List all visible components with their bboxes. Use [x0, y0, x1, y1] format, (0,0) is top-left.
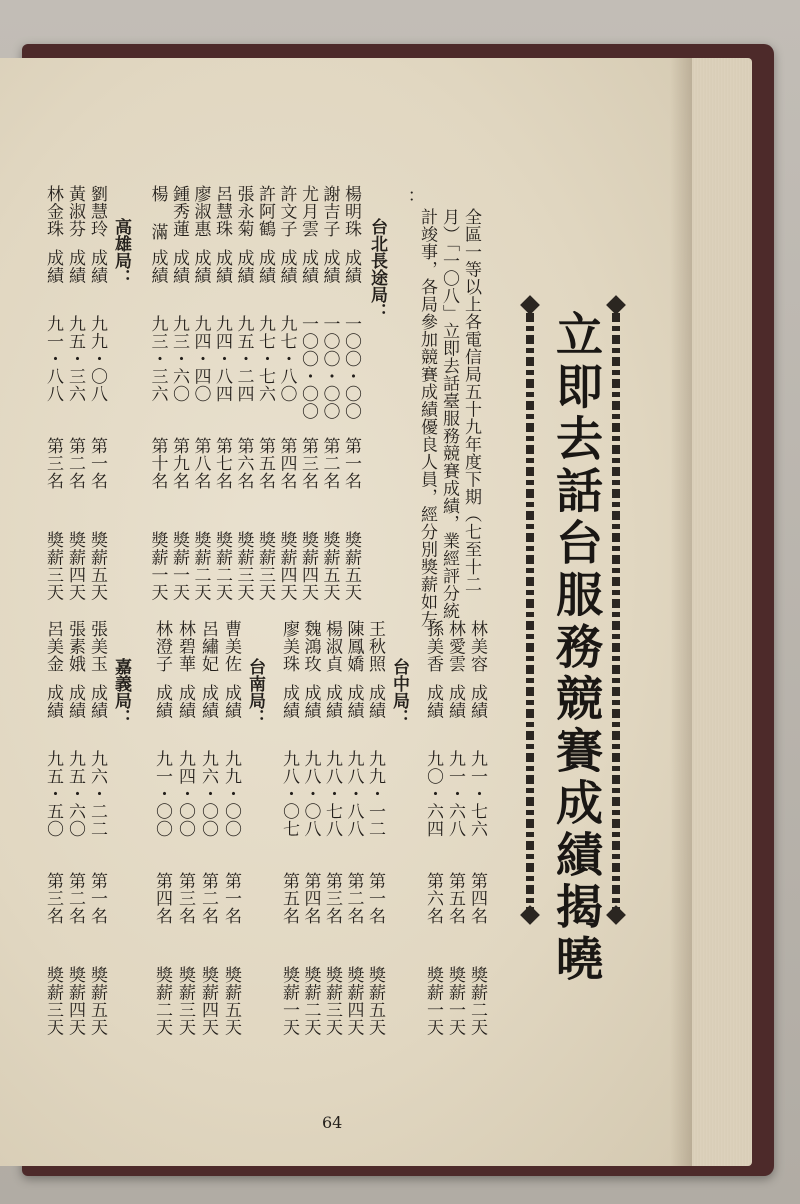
region-heading: 台南局：	[245, 658, 265, 726]
entry-award: 獎薪一天	[147, 531, 168, 601]
gutter-shadow	[670, 58, 692, 1166]
entry-label: 成績	[212, 249, 232, 284]
entry-person: 鍾秀蓮	[169, 185, 189, 238]
entry-score: 九五・五〇	[43, 750, 63, 838]
entry-score: 九八・八八	[343, 750, 364, 838]
entry-person: 尤月雲	[298, 185, 318, 238]
entry-person: 呂美金	[43, 620, 63, 673]
entry-score: 九一・〇〇	[152, 750, 172, 838]
entry-award: 獎薪四天	[65, 531, 85, 601]
entry-rank: 第六名	[423, 872, 443, 925]
entry-rank: 第三名	[43, 437, 63, 490]
entry-label: 成績	[87, 249, 107, 284]
entry-person: 林美容	[467, 620, 487, 673]
entry-label: 成績	[319, 249, 340, 284]
region-heading: 高雄局：	[111, 218, 131, 286]
entry-person: 呂繡妃	[198, 620, 218, 673]
entry-award: 獎薪五天	[87, 966, 107, 1036]
entry-label: 成績	[233, 249, 254, 284]
entry-label: 成績	[255, 249, 275, 284]
intro-line: 全區一等以上各電信局五十九年度下期（七至十二	[461, 208, 481, 593]
page-number: 64	[322, 1113, 343, 1132]
entry-rank: 第一名	[221, 872, 241, 925]
entry-score: 九一・六八	[445, 750, 465, 838]
entry-label: 成績	[65, 249, 85, 284]
entry-person: 劉慧玲	[87, 185, 107, 238]
entry-person: 陳鳳嬌	[343, 620, 364, 673]
entry-rank: 第三名	[43, 872, 63, 925]
entry-score: 九八・〇八	[300, 750, 321, 838]
region-heading: 台北長途局：	[367, 218, 387, 320]
title-border-left	[526, 304, 534, 916]
entry-award: 獎薪四天	[298, 531, 318, 601]
entry-label: 成績	[365, 684, 385, 719]
entry-label: 成績	[298, 249, 318, 284]
entry-label: 成績	[300, 684, 321, 719]
entry-label: 成績	[190, 249, 211, 284]
entry-label: 成績	[65, 684, 85, 719]
entry-person: 廖美珠	[279, 620, 299, 673]
entry-person: 張永菊	[233, 185, 254, 238]
entry-award: 獎薪三天	[322, 966, 342, 1036]
intro-line: ：	[395, 190, 415, 208]
entry-rank: 第二名	[198, 872, 218, 925]
entry-rank: 第三名	[298, 437, 318, 490]
entry-award: 獎薪五天	[341, 531, 361, 601]
entry-rank: 第五名	[279, 872, 299, 925]
entry-label: 成績	[445, 684, 465, 719]
entry-label: 成績	[43, 684, 63, 719]
entry-award: 獎薪一天	[423, 966, 443, 1036]
entry-person: 許阿鶴	[255, 185, 275, 238]
entry-rank: 第二名	[343, 872, 364, 925]
entry-award: 獎薪一天	[169, 531, 189, 601]
entry-score: 九七・八〇	[276, 315, 297, 403]
entry-rank: 第四名	[276, 437, 297, 490]
entry-person: 楊淑貞	[322, 620, 342, 673]
entry-rank: 第四名	[467, 872, 487, 925]
entry-label: 成績	[175, 684, 195, 719]
book-page	[0, 58, 692, 1166]
entry-award: 獎薪三天	[255, 531, 275, 601]
entry-rank: 第八名	[190, 437, 211, 490]
entry-label: 成績	[423, 684, 443, 719]
entry-award: 獎薪四天	[343, 966, 364, 1036]
entry-score: 九四・〇〇	[175, 750, 195, 838]
entry-label: 成績	[276, 249, 297, 284]
entry-score: 一〇〇・〇〇	[319, 315, 340, 420]
entry-rank: 第二名	[65, 437, 85, 490]
entry-award: 獎薪四天	[276, 531, 297, 601]
entry-label: 成績	[152, 684, 172, 719]
entry-score: 九六・〇〇	[198, 750, 218, 838]
entry-label: 成績	[343, 684, 364, 719]
entry-person: 謝吉子	[319, 185, 340, 238]
entry-label: 成績	[322, 684, 342, 719]
entry-score: 九八・七八	[322, 750, 342, 838]
title-border-right	[612, 304, 620, 916]
entry-score: 九五・二四	[233, 315, 254, 403]
entry-label: 成績	[279, 684, 299, 719]
entry-score: 九〇・六四	[423, 750, 443, 838]
region-heading: 台中局：	[389, 658, 409, 726]
entry-rank: 第一名	[87, 437, 107, 490]
entry-award: 獎薪五天	[365, 966, 385, 1036]
page-title: 立即去話台服務競賽成績揭曉	[548, 310, 603, 986]
entry-award: 獎薪三天	[175, 966, 195, 1036]
entry-score: 一〇〇・〇〇	[298, 315, 318, 420]
intro-line: 月）「一〇八」立即去話臺服務競賽成績，業經評分統	[439, 208, 459, 620]
entry-score: 九四・四〇	[190, 315, 211, 403]
entry-person: 林澄子	[152, 620, 172, 673]
intro-line: 計竣事，各局參加競賽成績優良人員，經分別獎薪如左	[417, 208, 437, 628]
entry-award: 獎薪三天	[233, 531, 254, 601]
entry-award: 獎薪三天	[43, 966, 63, 1036]
entry-rank: 第二名	[65, 872, 85, 925]
entry-person: 林愛雲	[445, 620, 465, 673]
entry-person: 呂慧珠	[212, 185, 232, 238]
entry-score: 九四・八四	[212, 315, 232, 403]
entry-award: 獎薪四天	[65, 966, 85, 1036]
entry-award: 獎薪二天	[300, 966, 321, 1036]
entry-rank: 第四名	[300, 872, 321, 925]
entry-rank: 第一名	[365, 872, 385, 925]
entry-rank: 第一名	[341, 437, 361, 490]
entry-label: 成績	[341, 249, 361, 284]
region-heading: 嘉義局：	[111, 658, 131, 726]
entry-award: 獎薪三天	[43, 531, 63, 601]
entry-score: 九一・七六	[467, 750, 487, 838]
entry-rank: 第三名	[175, 872, 195, 925]
entry-rank: 第一名	[87, 872, 107, 925]
entry-score: 九三・六〇	[169, 315, 189, 403]
entry-rank: 第五名	[445, 872, 465, 925]
entry-label: 成績	[87, 684, 107, 719]
entry-label: 成績	[169, 249, 189, 284]
entry-score: 九九・〇八	[87, 315, 107, 403]
entry-award: 獎薪五天	[319, 531, 340, 601]
entry-award: 獎薪二天	[152, 966, 172, 1036]
entry-award: 獎薪二天	[212, 531, 232, 601]
entry-score: 九七・七六	[255, 315, 275, 403]
entry-label: 成績	[147, 249, 168, 284]
entry-score: 九九・一二	[365, 750, 385, 838]
entry-person: 孫美香	[423, 620, 443, 673]
entry-person: 林金珠	[43, 185, 63, 238]
entry-award: 獎薪二天	[467, 966, 487, 1036]
entry-award: 獎薪五天	[221, 966, 241, 1036]
entry-score: 九九・〇〇	[221, 750, 241, 838]
entry-rank: 第六名	[233, 437, 254, 490]
entry-award: 獎薪二天	[190, 531, 211, 601]
entry-rank: 第四名	[152, 872, 172, 925]
entry-score: 九五・三六	[65, 315, 85, 403]
entry-score: 一〇〇・〇〇	[341, 315, 361, 420]
entry-person: 魏鴻玫	[300, 620, 321, 673]
entry-person: 楊明珠	[341, 185, 361, 238]
entry-rank: 第五名	[255, 437, 275, 490]
entry-person: 楊 滿	[147, 185, 168, 241]
entry-score: 九五・六〇	[65, 750, 85, 838]
entry-person: 張素娥	[65, 620, 85, 673]
entry-rank: 第九名	[169, 437, 189, 490]
entry-person: 許文子	[276, 185, 297, 238]
entry-label: 成績	[221, 684, 241, 719]
page-edges	[684, 58, 752, 1166]
entry-award: 獎薪五天	[87, 531, 107, 601]
entry-rank: 第七名	[212, 437, 232, 490]
entry-score: 九三・三六	[147, 315, 168, 403]
entry-person: 曹美佐	[221, 620, 241, 673]
entry-rank: 第三名	[322, 872, 342, 925]
entry-rank: 第二名	[319, 437, 340, 490]
entry-label: 成績	[43, 249, 63, 284]
entry-award: 獎薪一天	[279, 966, 299, 1036]
entry-award: 獎薪一天	[445, 966, 465, 1036]
entry-person: 廖淑惠	[190, 185, 211, 238]
entry-score: 九八・〇七	[279, 750, 299, 838]
entry-rank: 第十名	[147, 437, 168, 490]
entry-person: 黃淑芬	[65, 185, 85, 238]
entry-person: 張美玉	[87, 620, 107, 673]
entry-person: 林碧華	[175, 620, 195, 673]
entry-award: 獎薪四天	[198, 966, 218, 1036]
entry-label: 成績	[467, 684, 487, 719]
entry-person: 王秋照	[365, 620, 385, 673]
entry-score: 九六・二二	[87, 750, 107, 838]
entry-score: 九一・八八	[43, 315, 63, 403]
entry-label: 成績	[198, 684, 218, 719]
